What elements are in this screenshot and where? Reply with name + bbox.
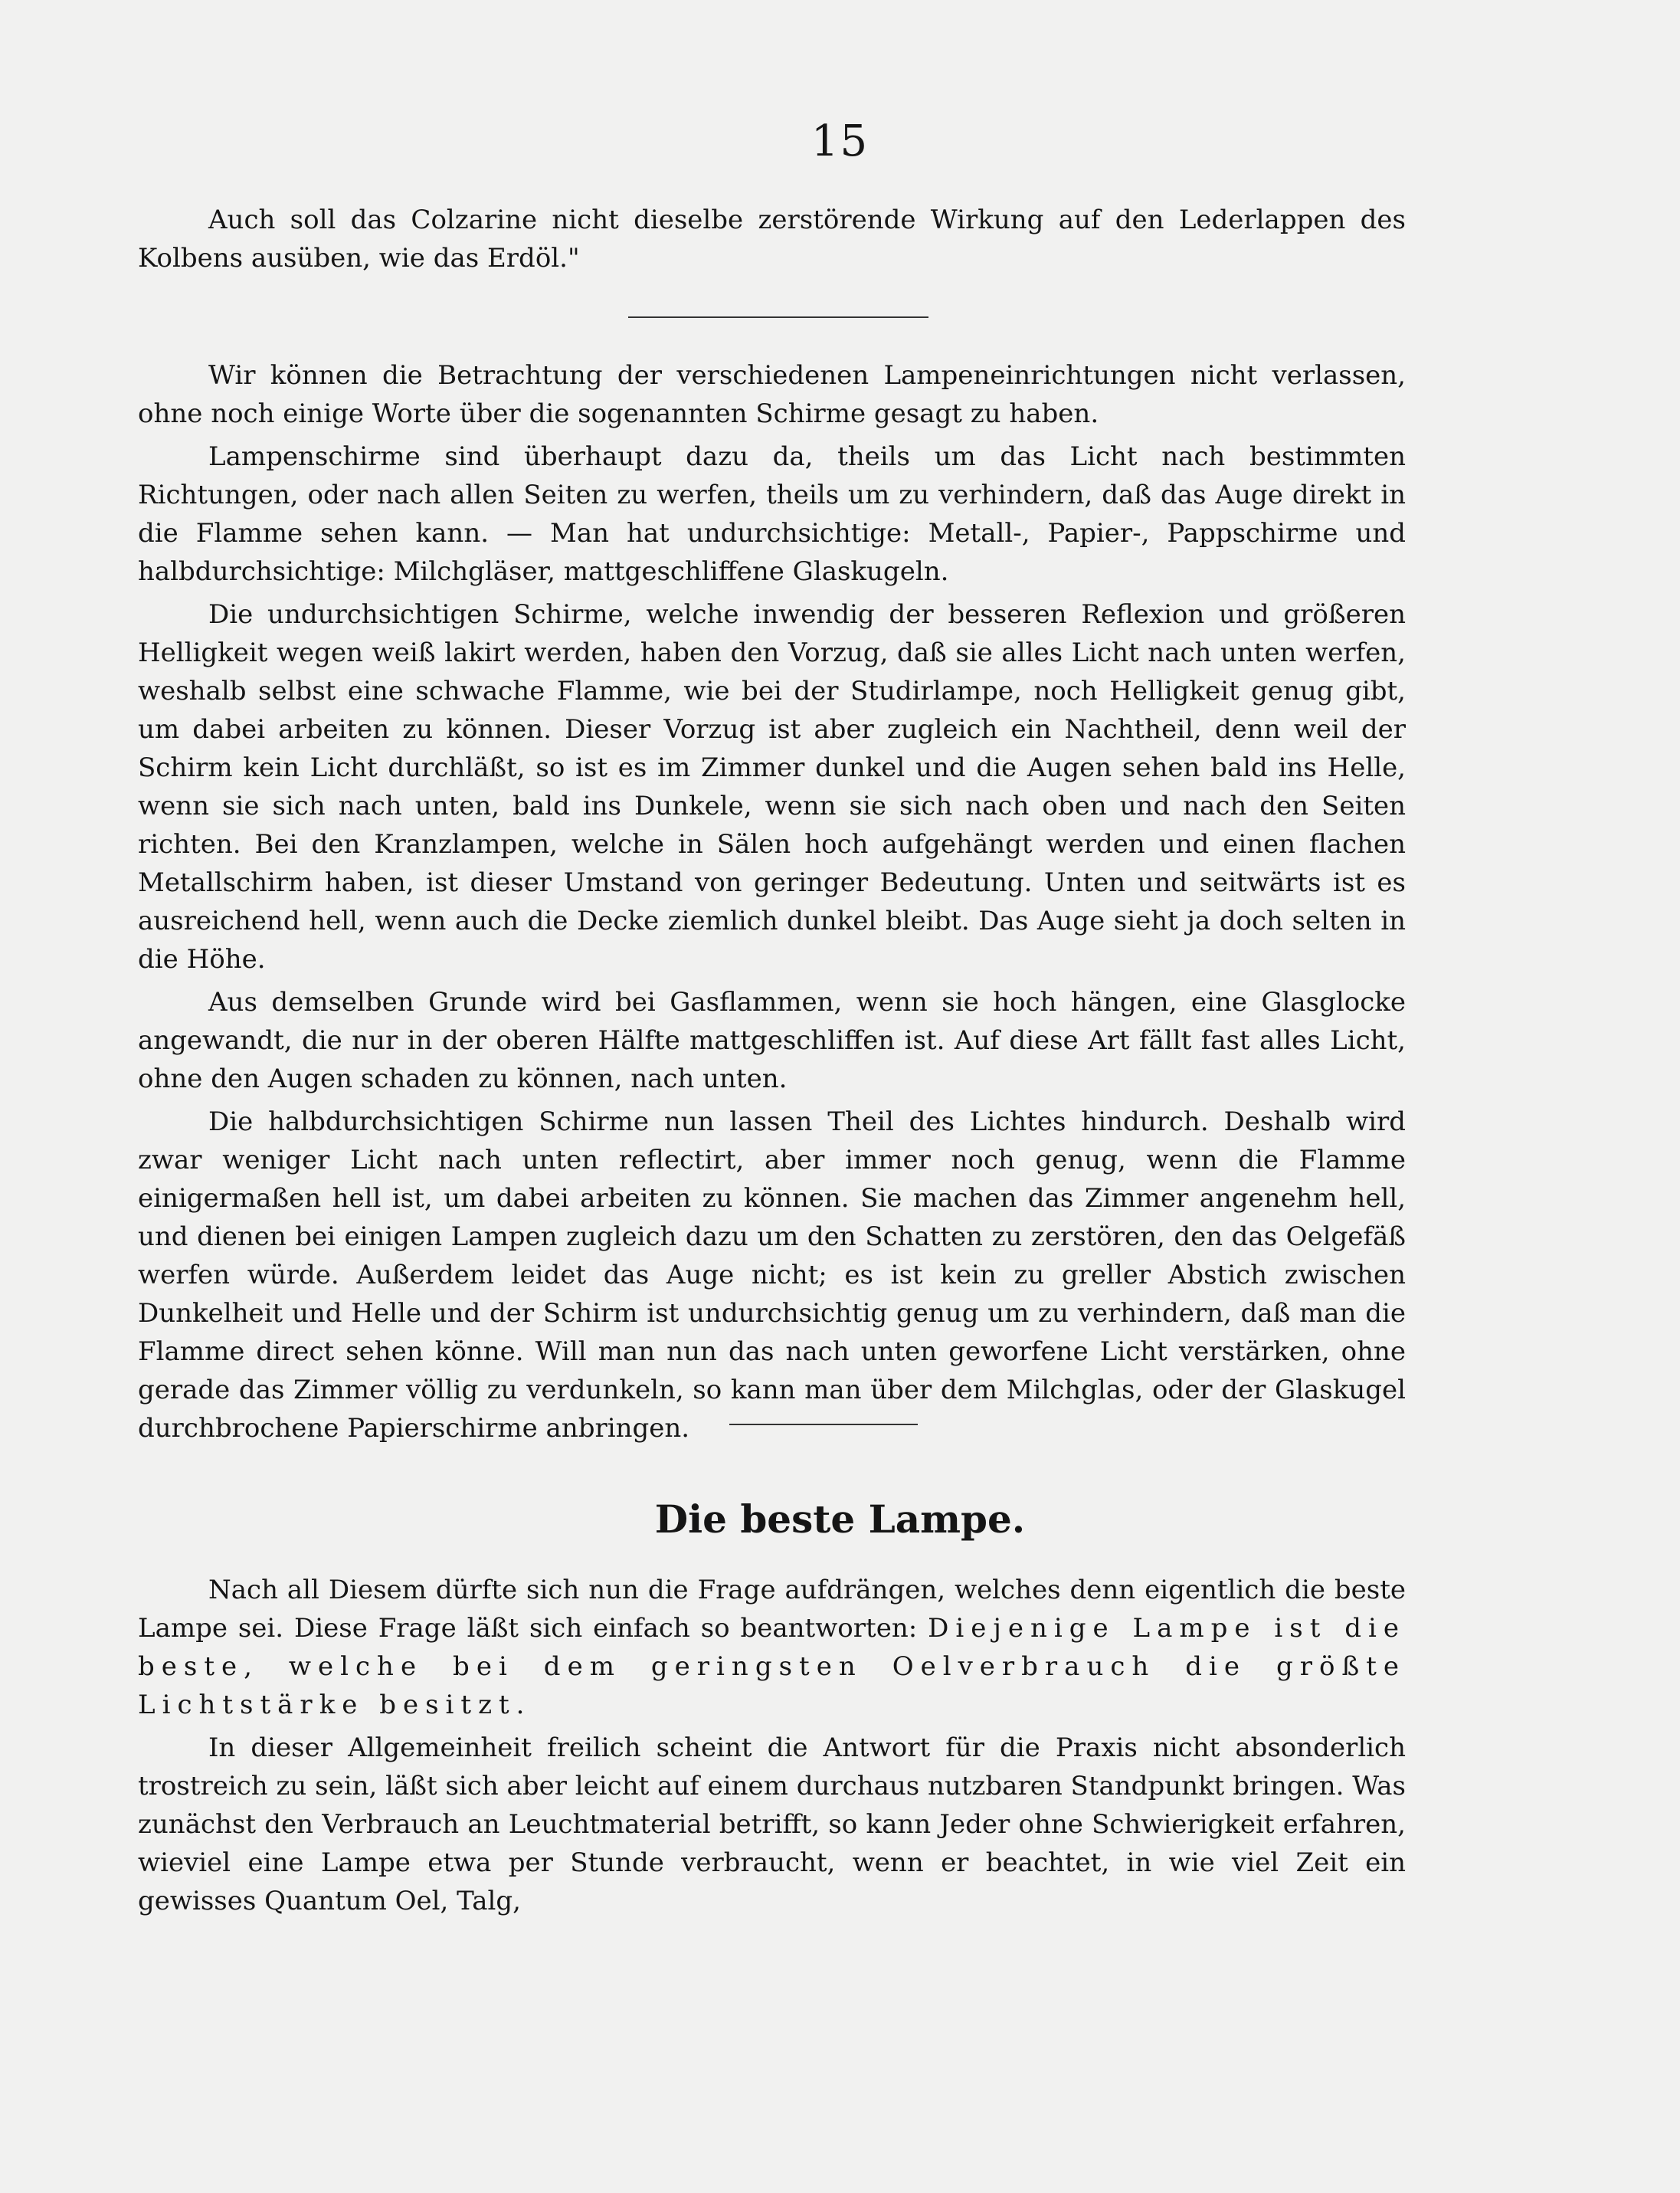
page-number: 15 (811, 116, 869, 166)
paragraph: Die undurchsichtigen Schirme, welche inwendig der besseren Reflexion und größeren Helligkeit wegen weiß lakirt werden, haben den Vorzug, daß sie alles Licht nach unten werfen, weshalb selbst eine schwache Flamme, wie bei der Studirlampe, noch Helligkeit genug gibt, um dabei arbeiten zu können. Dieser Vorzug ist aber zugleich ein Nachtheil, denn weil der Schirm kein Licht durchläßt, so ist es im Zimmer dunkel und die Augen sehen bald ins Helle, wenn sie sich nach unten, bald ins Dunkele, wenn sie sich nach oben und nach den Seiten richten. Bei den Kranzlampen, welche in Sälen hoch aufgehängt werden und einen flachen Metallschirm haben, ist dieser Umstand von geringer Bedeutung. Unten und seitwärts ist es ausreichend hell, wenn auch die Decke ziemlich dunkel bleibt. Das Auge sieht ja doch selten in die Höhe. (138, 599, 1406, 975)
text-block-1 (138, 201, 1406, 282)
paragraph: Lampenschirme sind überhaupt dazu da, theils um das Licht nach bestimmten Richtungen, oder nach allen Seiten zu werfen, theils um zu verhindern, daß das Auge direkt in die Flamme sehen kann. — Man hat undurchsichtige: Metall-, Papier-, Pappschirme und halbdurchsichtige: Milchgläser, mattgeschliffene Glaskugeln. (138, 441, 1406, 587)
text-block-2 (138, 356, 1406, 1452)
section-heading: Die beste Lampe. (654, 1496, 1026, 1542)
text-block-3 (138, 1571, 1406, 1925)
paragraph: Auch soll das Colzarine nicht dieselbe zerstörende Wirkung auf den Lederlappen des Kolbens ausüben, wie das Erdöl." (138, 205, 1406, 274)
paragraph: Wir können die Betrachtung der verschiedenen Lampeneinrichtungen nicht verlassen, ohne noch einige Worte über die sogenannten Schirme gesagt zu haben. (138, 360, 1406, 429)
paragraph: Die halbdurchsichtigen Schirme nun lassen Theil des Lichtes hindurch. Deshalb wird zwar weniger Licht nach unten reflectirt, aber immer noch genug, wenn die Flamme einigermaßen hell ist, um dabei arbeiten zu können. Sie machen das Zimmer angenehm hell, und dienen bei einigen Lampen zugleich dazu um den Schatten zu zerstören, den das Oelgefäß werfen würde. Außerdem leidet das Auge nicht; es ist kein zu greller Abstich zwischen Dunkelheit und Helle und der Schirm ist undurchsichtig genug um zu verhindern, daß man die Flamme direct sehen könne. Will man nun das nach unten geworfene Licht verstärken, ohne gerade das Zimmer völlig zu verdunkeln, so kann man über dem Milchglas, oder der Glaskugel durchbrochene Papierschirme anbringen. (138, 1106, 1406, 1444)
emphasized-definition: Diejenige Lampe ist die beste, welche bei dem geringsten Oelverbrauch die größte Lichtstärke besitzt. (138, 1613, 1407, 1720)
intro-text: Nach all Diesem dürfte sich nun die Frage aufdrängen, welches denn eigentlich die beste Lampe sei. Diese Frage läßt sich einfach so beantworten: (138, 1575, 1406, 1644)
paragraph: In dieser Allgemeinheit freilich scheint die Antwort für die Praxis nicht absonderlich trostreich zu sein, läßt sich aber leicht auf einem durchaus nutzbaren Standpunkt bringen. Was zunächst den Verbrauch an Leuchtmaterial betrifft, so kann Jeder ohne Schwierigkeit erfahren, wieviel eine Lampe etwa per Stunde verbraucht, wenn er beachtet, in wie viel Zeit ein gewisses Quantum Oel, Talg, (138, 1732, 1406, 1916)
paragraph: Aus demselben Grunde wird bei Gasflammen, wenn sie hoch hängen, eine Glasglocke angewandt, die nur in der oberen Hälfte mattgeschliffen ist. Auf diese Art fällt fast alles Licht, ohne den Augen schaden zu können, nach unten. (138, 987, 1406, 1094)
section-divider-1 (628, 316, 928, 318)
paragraph (138, 1571, 1406, 1724)
section-divider-2 (729, 1424, 918, 1425)
